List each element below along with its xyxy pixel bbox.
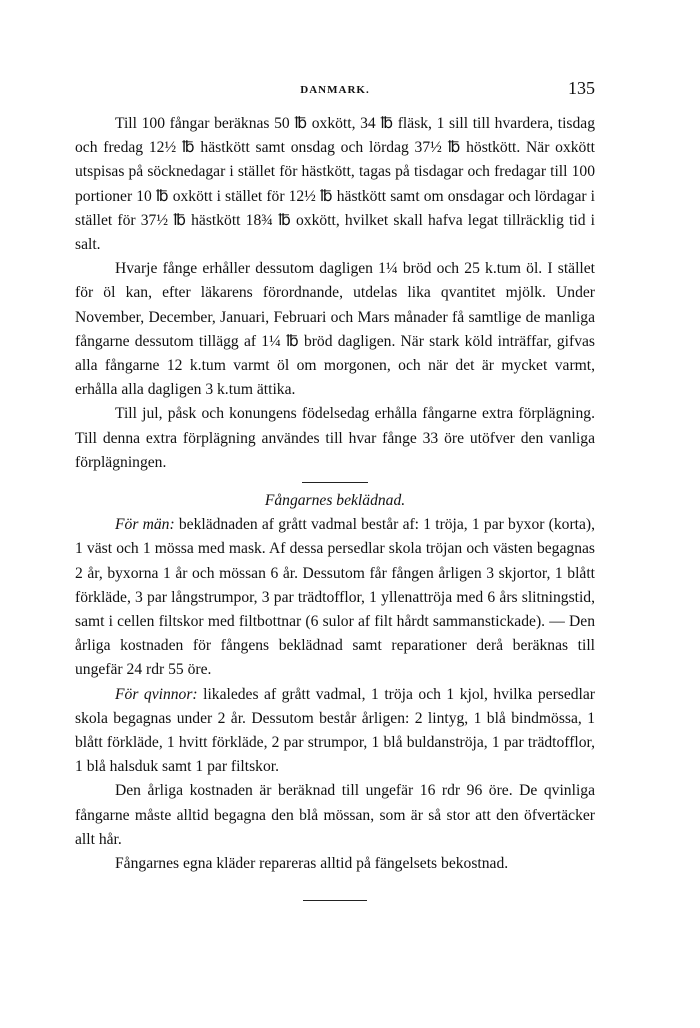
section-heading: Fångarnes beklädnad. (264, 492, 406, 510)
clothing-men-text: beklädnaden af grått vadmal består af: 1 tröja, 1 par byxor (korta), 1 väst och 1 mössa med mask. Af dessa persedlar skola tröjan och västen begagnas 2 år, byxorna 1 år och mössan 6 år. Dessutom får fången årligen 3 skjortor, 1 blått förkläde, 3 par långstrumpor, 3 par trädtofflor, 1 yllenattröja med 6 års slitningstid, samt i cellen filtskor med filtbottnar (6 sulor af filt hårdt sammanstickade). — Den årliga kostnaden för fångens beklädnad samt reparationer derå beräknas till ungefär 24 rdr 55 öre. (75, 516, 595, 679)
clothing-women-lead: För qvinnor: (115, 685, 198, 703)
paragraph-own-clothes: Fångarnes egna kläder repareras alltid på fängelsets bekostnad. (115, 855, 509, 873)
paragraph-annual-cost: Den årliga kostnaden är beräknad till ungefär 16 rdr 96 öre. De qvinliga fångarne måste alltid begagna den blå mössan, som är så stor att den öfvertäcker allt hår. (75, 782, 595, 848)
section-divider (302, 482, 368, 483)
paragraph-daily-bread-beer: Hvarje fånge erhåller dessutom dagligen 1¼ bröd och 25 k.tum öl. I stället för öl kan, efter läkarens förordnande, utdelas lika qvantitet mjölk. Under November, December, Januari, Februari och Mars månader få samtlige de manliga fångarne dessutom tillägg af 1¼ ℔ bröd dagligen. När stark köld inträffar, gifvas alla fångarne 12 k.tum varmt öl om morgonen, och när det är mycket varmt, erhålla alla dagligen 3 k.tum ättika. (75, 260, 595, 399)
running-head-title: DANMARK. (300, 84, 370, 96)
page-number: 135 (568, 78, 595, 98)
paragraph-clothing-men (75, 513, 595, 682)
clothing-women-text: likaledes af grått vadmal, 1 tröja och 1 kjol, hvilka persedlar skola begagnas under 2 år. Dessutom består årligen: 2 lintyg, 1 blå bindmössa, 1 blått förkläde, 1 hvitt förkläde, 2 par strumpor, 1 blå buldanströja, 1 par trädtofflor, 1 blå halsduk samt 1 par filtskor. (75, 685, 595, 776)
paragraph-holiday-meals: Till jul, påsk och konungens födelsedag erhålla fångarne extra förplägning. Till denna extra förplägning användes till hvar fånge 33 öre utöfver den vanliga förplägningen. (75, 405, 595, 471)
body-text (75, 112, 595, 901)
end-divider (303, 900, 367, 901)
clothing-men-lead: För män: (115, 516, 175, 534)
paragraph-clothing-women (75, 683, 595, 780)
paragraph-rations: Till 100 fångar beräknas 50 ℔ oxkött, 34 ℔ fläsk, 1 sill till hvardera, tisdag och fredag 12½ ℔ hästkött samt onsdag och lördag 37½ ℔ höstkött. När oxkött utspisas på söcknedagar i stället för hästkött, tagas på tisdagar och fredagar till 100 portioner 10 ℔ oxkött i stället för 12½ ℔ hästkött samt om onsdagar och lördagar i stället för 37½ ℔ hästkött 18¾ ℔ oxkött, hvilket skall hafva legat tillräcklig tid i salt. (75, 115, 595, 254)
running-head (75, 78, 595, 102)
